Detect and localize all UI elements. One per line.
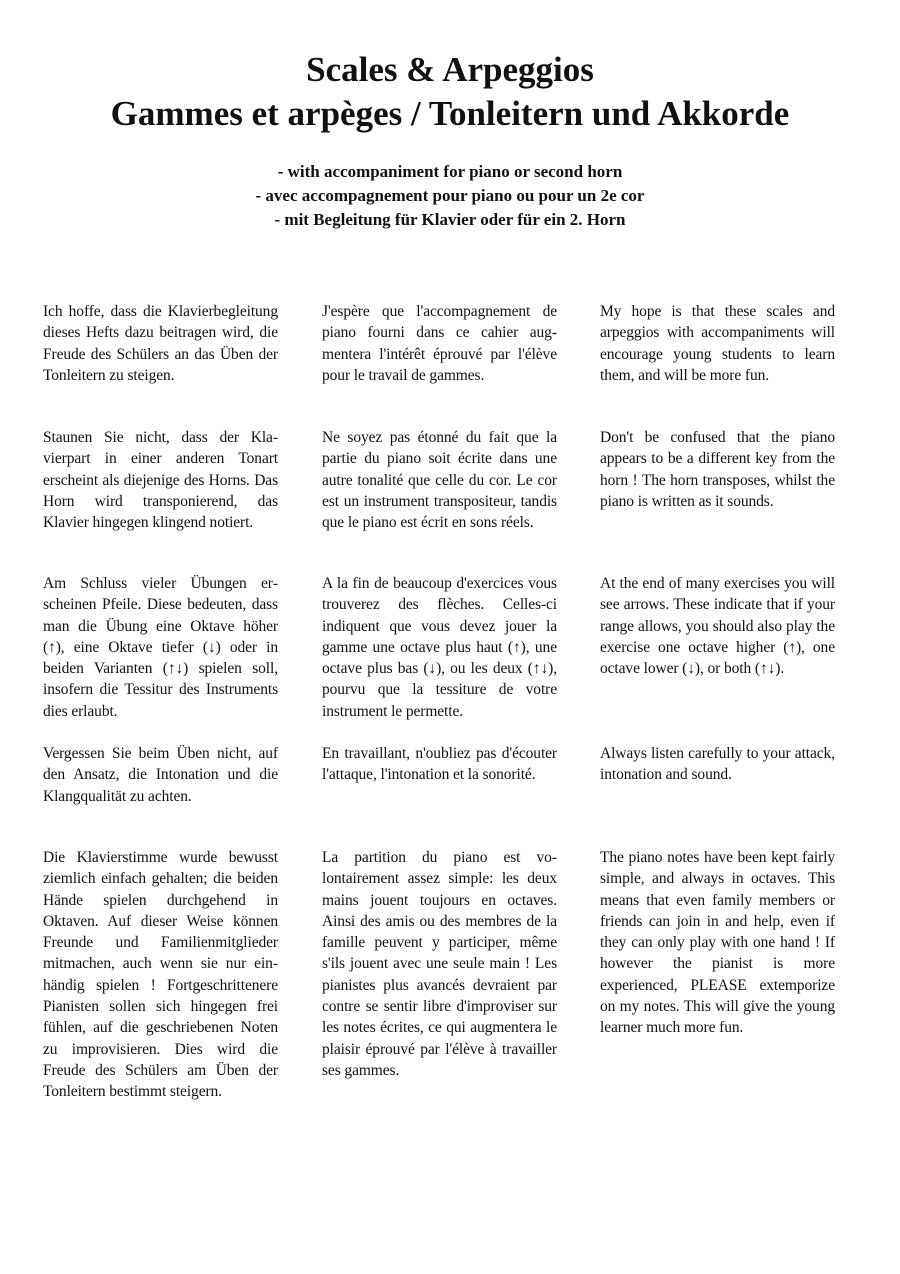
paragraph-en-arrows: At the end of many exercises you will see arrows. These indicate that if your range allows, you should also play the exercise one octave higher (↑), one octave lower (↓), or both (↑↓).: [600, 575, 835, 678]
paragraph-de-intro: Ich hoffe, dass die Klavierbegleitung dieses Hefts dazu beitragen wird, die Freude des Schülers an das Üben der Tonleitern zu steigen.: [43, 303, 278, 384]
paragraph-fr-intro: J'espère que l'accompagnement de piano fourni dans ce cahier augmentera l'intérêt éprouvé par l'élève pour le travail de gammes.: [322, 303, 557, 384]
paragraph-en-piano-part: The piano notes have been kept fairly simple, and always in octaves. This means that even family members or friends can join in and help, even if they can only play with one hand ! If however the pianist is more experienced, PLEASE extemporize on my notes. This will give the young learner much more fun.: [600, 849, 835, 1037]
paragraph-en-listening: Always listen carefully to your attack, intonation and sound.: [600, 745, 835, 784]
subtitle-german: - mit Begleitung für Klavier oder für ein 2. Horn: [274, 210, 626, 229]
title-block: [0, 48, 900, 136]
subtitle-english: - with accompaniment for piano or second horn: [277, 162, 623, 181]
main-title: Scales & Arpeggios: [306, 50, 594, 89]
subtitle-french: - avec accompagnement pour piano ou pour un 2e cor: [255, 186, 645, 205]
paragraph-fr-listening: En travaillant, n'oubliez pas d'écouter l'attaque, l'intonation et la sonorité.: [322, 745, 557, 784]
main-title-multilingual: Gammes et arpèges / Tonleitern und Akkorde: [110, 94, 790, 133]
paragraph-fr-piano-part: La partition du piano est volontairement assez simple: les deux mains jouent toujours en octaves. Ainsi des amis ou des membres de la famille peuvent y participer, même s'ils jouent avec une seule main ! Les pianistes plus avancés devraient par contre se sentir libre d'improviser sur les notes écrites, ce qui augmentera le plaisir éprouvé par l'élève à travailler ses gammes.: [322, 849, 557, 1079]
paragraph-de-transposition: Staunen Sie nicht, dass der Klavierpart in einer anderen Tonart erscheint als diejenige des Horns. Das Horn wird transponierend, das Klavier hingegen klingend notiert.: [43, 429, 278, 532]
paragraph-fr-transposition: Ne soyez pas étonné du fait que la partie du piano soit écrite dans une autre tonalité que celle du cor. Le cor est un instrument transpositeur, tandis que le piano est écrit en sons réels.: [322, 429, 557, 532]
paragraph-de-listening: Vergessen Sie beim Üben nicht, auf den Ansatz, die Intonation und die Klangqualität zu achten.: [43, 745, 278, 805]
paragraph-de-piano-part: Die Klavierstimme wurde bewusst ziemlich einfach gehalten; die beiden Hände spielen durchgehend in Oktaven. Auf dieser Weise können Freunde und Familienmitglieder mitmachen, auch wenn sie nur einhändig spielen ! Fortgeschrittenere Pianisten sollen sich hingegen frei fühlen, auf die geschriebenen Noten zu improvisieren. Dies wird die Freude des Schülers am Üben der Tonleitern bestimmt steigern.: [43, 849, 278, 1101]
paragraph-en-intro: My hope is that these scales and arpeggios with accompaniments will encourage young students to learn them, and will be more fun.: [600, 303, 835, 384]
paragraph-fr-arrows: A la fin de beaucoup d'exercices vous trouverez des flèches. Celles-ci indiquent que vous devez jouer la gamme une octave plus haut (↑), une octave plus bas (↓), ou les deux (↑↓), pourvu que la tessiture de votre instrument le permette.: [322, 575, 557, 720]
subtitle-block: [0, 160, 900, 232]
paragraph-en-transposition: Don't be confused that the piano appears to be a different key from the horn ! The horn transposes, whilst the piano is written as it sounds.: [600, 429, 835, 510]
paragraph-de-arrows: Am Schluss vieler Übungen erscheinen Pfeile. Diese bedeuten, dass man die Übung eine Oktave höher (↑), eine Oktave tiefer (↓) oder in beiden Varianten (↑↓) spielen soll, insofern die Tessitur des Instruments dies erlaubt.: [43, 575, 278, 720]
